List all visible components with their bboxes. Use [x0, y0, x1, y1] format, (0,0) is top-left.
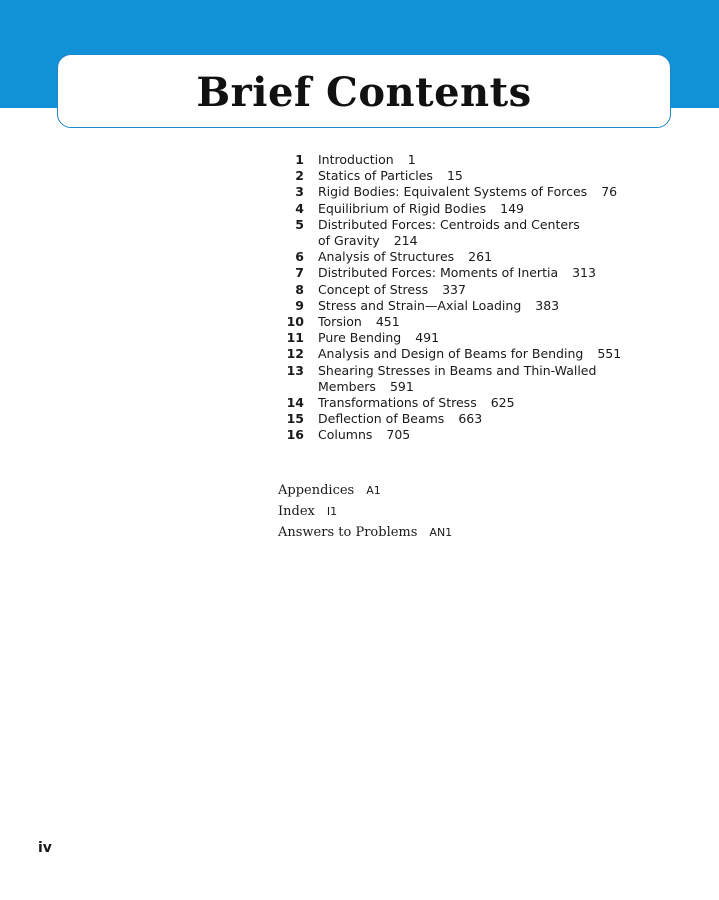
back-matter-entry	[278, 501, 452, 522]
chapter-title-block	[318, 314, 666, 330]
chapter-title: Shearing Stresses in Beams and Thin-Walled Members	[318, 362, 597, 394]
chapter-title-block	[318, 249, 666, 265]
chapter-page: 491	[415, 330, 440, 346]
chapter-page: 383	[535, 297, 560, 313]
chapter-title: Concept of Stress	[318, 281, 429, 297]
toc-entry	[286, 298, 666, 314]
chapter-number: 12	[286, 346, 304, 362]
chapter-title-block	[318, 298, 666, 314]
chapter-title: Deflection of Beams	[318, 411, 445, 427]
chapter-title: Pure Bending	[318, 330, 402, 346]
chapter-title: Equilibrium of Rigid Bodies	[318, 200, 487, 216]
toc-entry	[286, 282, 666, 298]
chapter-title-block	[318, 201, 666, 217]
chapter-page: 149	[500, 200, 524, 216]
toc-entry	[286, 249, 666, 265]
chapter-number: 14	[286, 395, 304, 411]
toc-entry	[286, 314, 666, 330]
toc-entry	[286, 427, 666, 443]
chapter-title-block	[318, 395, 666, 411]
chapter-title: Statics of Particles	[318, 168, 433, 184]
chapter-title: Rigid Bodies: Equivalent Systems of Forces	[318, 184, 588, 200]
chapter-title: Distributed Forces: Centroids and Centers of Gravity	[318, 216, 580, 249]
chapter-title-block	[318, 217, 666, 249]
back-matter-title: Appendices	[278, 483, 355, 498]
chapter-title-block	[318, 346, 666, 362]
chapter-page: 663	[458, 411, 483, 427]
chapter-title-block	[318, 427, 666, 443]
back-matter-page: AN1	[429, 526, 453, 539]
chapter-title: Torsion	[318, 314, 362, 330]
chapter-page: 261	[468, 249, 493, 265]
chapter-number: 8	[295, 281, 304, 297]
toc-entry	[286, 330, 666, 346]
back-matter-entry	[278, 522, 452, 543]
chapter-page: 551	[597, 346, 622, 362]
chapter-page: 705	[386, 427, 411, 443]
chapter-number: 13	[286, 362, 304, 378]
chapter-page: 76	[601, 184, 618, 200]
back-matter-entry	[278, 480, 452, 501]
toc-entry	[286, 411, 666, 427]
toc-entry	[286, 346, 666, 362]
toc-entry	[286, 363, 666, 395]
chapter-page: 15	[446, 168, 463, 184]
toc-entry	[286, 152, 666, 168]
chapter-title-block	[318, 363, 666, 395]
back-matter-title: Index	[278, 504, 315, 519]
chapter-page: 625	[490, 395, 515, 411]
back-matter-title: Answers to Problems	[278, 525, 418, 540]
chapter-title-block	[318, 282, 666, 298]
chapter-page: 591	[389, 378, 414, 394]
chapter-title-block	[318, 330, 666, 346]
chapter-title-block	[318, 152, 666, 168]
chapter-title: Analysis and Design of Beams for Bending	[318, 346, 584, 362]
page-number: iv	[38, 840, 52, 856]
chapter-number: 16	[286, 427, 304, 443]
chapter-title: Stress and Strain—Axial Loading	[318, 297, 522, 313]
chapter-number: 15	[286, 411, 304, 427]
toc-entry	[286, 201, 666, 217]
back-matter-list	[278, 480, 452, 543]
chapter-number: 11	[286, 330, 304, 346]
chapter-title-block	[318, 265, 666, 281]
chapter-number: 4	[295, 200, 304, 216]
chapter-title-block	[318, 168, 666, 184]
toc-entry	[286, 395, 666, 411]
page-title: Brief Contents	[196, 69, 532, 116]
chapter-title: Analysis of Structures	[318, 249, 455, 265]
chapter-list	[286, 152, 666, 444]
chapter-number: 2	[295, 168, 304, 184]
chapter-page: 337	[442, 281, 466, 297]
chapter-number: 1	[295, 152, 304, 167]
toc-entry	[286, 168, 666, 184]
toc-entry	[286, 184, 666, 200]
chapter-page: 451	[375, 314, 400, 330]
chapter-page: 1	[407, 152, 416, 167]
chapter-number: 3	[295, 184, 304, 200]
title-box	[57, 54, 671, 128]
chapter-title: Introduction	[318, 152, 394, 167]
chapter-number: 9	[295, 297, 304, 313]
chapter-title: Columns	[318, 427, 373, 443]
chapter-title-block	[318, 411, 666, 427]
chapter-page: 313	[572, 265, 596, 281]
chapter-page: 214	[393, 233, 418, 249]
toc-entry	[286, 265, 666, 281]
back-matter-page: I1	[326, 505, 338, 518]
chapter-title: Transformations of Stress	[318, 395, 477, 411]
chapter-title: Distributed Forces: Moments of Inertia	[318, 265, 559, 281]
chapter-title-block	[318, 184, 666, 200]
toc-entry	[286, 217, 666, 249]
chapter-number: 5	[295, 216, 304, 232]
chapter-number: 6	[295, 249, 304, 265]
chapter-number: 7	[295, 265, 304, 281]
chapter-number: 10	[286, 314, 304, 330]
back-matter-page: A1	[366, 484, 381, 497]
